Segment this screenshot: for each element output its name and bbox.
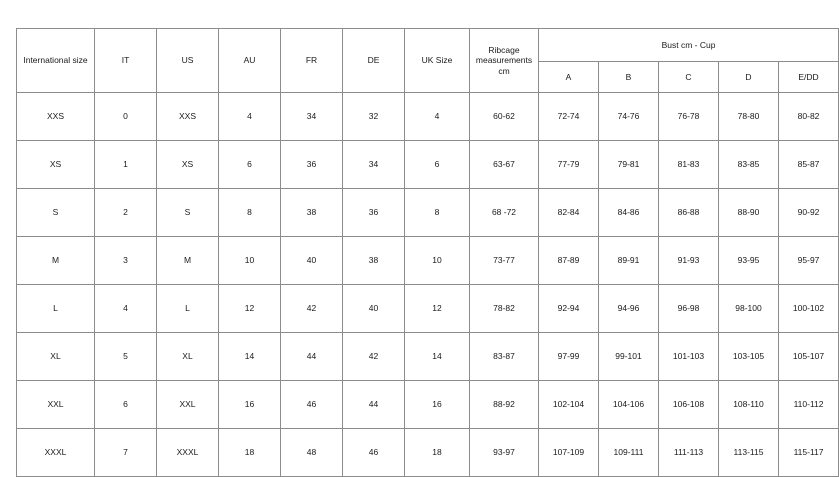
cell-cup-d: 113-115 bbox=[719, 429, 779, 477]
cell-cup-b: 79-81 bbox=[599, 141, 659, 189]
cell-uk: 4 bbox=[405, 93, 470, 141]
cell-cup-a: 97-99 bbox=[539, 333, 599, 381]
column-header-bust-cup-group: Bust cm - Cup bbox=[539, 29, 839, 62]
cell-it: 6 bbox=[95, 381, 157, 429]
cell-ribcage: 60-62 bbox=[470, 93, 539, 141]
cell-international-size: XL bbox=[17, 333, 95, 381]
cell-it: 7 bbox=[95, 429, 157, 477]
cell-cup-a: 107-109 bbox=[539, 429, 599, 477]
cell-cup-a: 102-104 bbox=[539, 381, 599, 429]
cell-fr: 48 bbox=[281, 429, 343, 477]
table-row bbox=[17, 237, 839, 285]
cell-international-size: XXXL bbox=[17, 429, 95, 477]
table-row bbox=[17, 333, 839, 381]
cell-de: 36 bbox=[343, 189, 405, 237]
column-header-it: IT bbox=[95, 29, 157, 93]
cell-cup-c: 106-108 bbox=[659, 381, 719, 429]
cell-cup-c: 86-88 bbox=[659, 189, 719, 237]
cell-international-size: XXS bbox=[17, 93, 95, 141]
column-header-ribcage-measurements: Ribcage measurements cm bbox=[470, 29, 539, 93]
cell-ribcage: 83-87 bbox=[470, 333, 539, 381]
cell-uk: 12 bbox=[405, 285, 470, 333]
cell-cup-d: 83-85 bbox=[719, 141, 779, 189]
table-row bbox=[17, 285, 839, 333]
cell-fr: 38 bbox=[281, 189, 343, 237]
cell-us: XXL bbox=[157, 381, 219, 429]
cell-it: 4 bbox=[95, 285, 157, 333]
cell-us: XXXL bbox=[157, 429, 219, 477]
cell-cup-edd: 115-117 bbox=[779, 429, 839, 477]
cell-fr: 36 bbox=[281, 141, 343, 189]
cell-us: S bbox=[157, 189, 219, 237]
cell-it: 3 bbox=[95, 237, 157, 285]
cell-cup-a: 82-84 bbox=[539, 189, 599, 237]
cell-de: 38 bbox=[343, 237, 405, 285]
cell-international-size: XXL bbox=[17, 381, 95, 429]
cell-us: M bbox=[157, 237, 219, 285]
cell-us: XXS bbox=[157, 93, 219, 141]
cell-fr: 34 bbox=[281, 93, 343, 141]
column-header-au: AU bbox=[219, 29, 281, 93]
cell-cup-c: 96-98 bbox=[659, 285, 719, 333]
cell-cup-a: 72-74 bbox=[539, 93, 599, 141]
cell-cup-a: 87-89 bbox=[539, 237, 599, 285]
cell-cup-edd: 85-87 bbox=[779, 141, 839, 189]
cell-au: 14 bbox=[219, 333, 281, 381]
cell-de: 44 bbox=[343, 381, 405, 429]
table-header-row-primary bbox=[17, 29, 839, 62]
cell-uk: 16 bbox=[405, 381, 470, 429]
column-header-cup-c: C bbox=[659, 62, 719, 93]
cell-ribcage: 63-67 bbox=[470, 141, 539, 189]
column-header-fr: FR bbox=[281, 29, 343, 93]
cell-cup-d: 103-105 bbox=[719, 333, 779, 381]
cell-cup-b: 99-101 bbox=[599, 333, 659, 381]
table-row bbox=[17, 141, 839, 189]
cell-cup-edd: 110-112 bbox=[779, 381, 839, 429]
cell-au: 6 bbox=[219, 141, 281, 189]
cell-it: 2 bbox=[95, 189, 157, 237]
cell-cup-a: 92-94 bbox=[539, 285, 599, 333]
cell-cup-c: 101-103 bbox=[659, 333, 719, 381]
column-header-cup-edd: E/DD bbox=[779, 62, 839, 93]
size-chart-table-container bbox=[16, 28, 825, 477]
cell-uk: 18 bbox=[405, 429, 470, 477]
cell-de: 32 bbox=[343, 93, 405, 141]
cell-cup-edd: 90-92 bbox=[779, 189, 839, 237]
cell-de: 40 bbox=[343, 285, 405, 333]
column-header-cup-b: B bbox=[599, 62, 659, 93]
cell-cup-a: 77-79 bbox=[539, 141, 599, 189]
cell-ribcage: 73-77 bbox=[470, 237, 539, 285]
cell-cup-d: 78-80 bbox=[719, 93, 779, 141]
cell-it: 0 bbox=[95, 93, 157, 141]
cell-fr: 42 bbox=[281, 285, 343, 333]
cell-cup-d: 108-110 bbox=[719, 381, 779, 429]
cell-cup-b: 84-86 bbox=[599, 189, 659, 237]
cell-au: 8 bbox=[219, 189, 281, 237]
cell-cup-c: 76-78 bbox=[659, 93, 719, 141]
table-header bbox=[17, 29, 839, 93]
column-header-international-size: International size bbox=[17, 29, 95, 93]
cell-cup-c: 91-93 bbox=[659, 237, 719, 285]
cell-cup-b: 74-76 bbox=[599, 93, 659, 141]
cell-de: 42 bbox=[343, 333, 405, 381]
cell-uk: 10 bbox=[405, 237, 470, 285]
cell-cup-edd: 100-102 bbox=[779, 285, 839, 333]
cell-it: 5 bbox=[95, 333, 157, 381]
cell-cup-b: 89-91 bbox=[599, 237, 659, 285]
column-header-uk-size: UK Size bbox=[405, 29, 470, 93]
cell-au: 4 bbox=[219, 93, 281, 141]
cell-cup-c: 111-113 bbox=[659, 429, 719, 477]
column-header-de: DE bbox=[343, 29, 405, 93]
cell-de: 46 bbox=[343, 429, 405, 477]
cell-de: 34 bbox=[343, 141, 405, 189]
table-row bbox=[17, 93, 839, 141]
cell-uk: 6 bbox=[405, 141, 470, 189]
table-body bbox=[17, 93, 839, 477]
cell-cup-edd: 95-97 bbox=[779, 237, 839, 285]
cell-ribcage: 93-97 bbox=[470, 429, 539, 477]
table-row bbox=[17, 429, 839, 477]
cell-cup-b: 94-96 bbox=[599, 285, 659, 333]
cell-fr: 44 bbox=[281, 333, 343, 381]
cell-international-size: L bbox=[17, 285, 95, 333]
cell-ribcage: 88-92 bbox=[470, 381, 539, 429]
cell-fr: 46 bbox=[281, 381, 343, 429]
cell-au: 12 bbox=[219, 285, 281, 333]
cell-au: 18 bbox=[219, 429, 281, 477]
cell-us: L bbox=[157, 285, 219, 333]
cell-cup-b: 104-106 bbox=[599, 381, 659, 429]
cell-cup-edd: 80-82 bbox=[779, 93, 839, 141]
cell-international-size: S bbox=[17, 189, 95, 237]
cell-ribcage: 68 -72 bbox=[470, 189, 539, 237]
size-chart-table bbox=[16, 28, 839, 477]
cell-international-size: M bbox=[17, 237, 95, 285]
cell-cup-c: 81-83 bbox=[659, 141, 719, 189]
cell-us: XS bbox=[157, 141, 219, 189]
cell-us: XL bbox=[157, 333, 219, 381]
cell-cup-d: 88-90 bbox=[719, 189, 779, 237]
cell-cup-d: 98-100 bbox=[719, 285, 779, 333]
column-header-cup-a: A bbox=[539, 62, 599, 93]
cell-au: 10 bbox=[219, 237, 281, 285]
cell-fr: 40 bbox=[281, 237, 343, 285]
table-row bbox=[17, 381, 839, 429]
cell-it: 1 bbox=[95, 141, 157, 189]
cell-uk: 8 bbox=[405, 189, 470, 237]
column-header-cup-d: D bbox=[719, 62, 779, 93]
cell-au: 16 bbox=[219, 381, 281, 429]
cell-ribcage: 78-82 bbox=[470, 285, 539, 333]
cell-cup-edd: 105-107 bbox=[779, 333, 839, 381]
cell-international-size: XS bbox=[17, 141, 95, 189]
cell-cup-b: 109-111 bbox=[599, 429, 659, 477]
column-header-us: US bbox=[157, 29, 219, 93]
cell-cup-d: 93-95 bbox=[719, 237, 779, 285]
cell-uk: 14 bbox=[405, 333, 470, 381]
table-row bbox=[17, 189, 839, 237]
